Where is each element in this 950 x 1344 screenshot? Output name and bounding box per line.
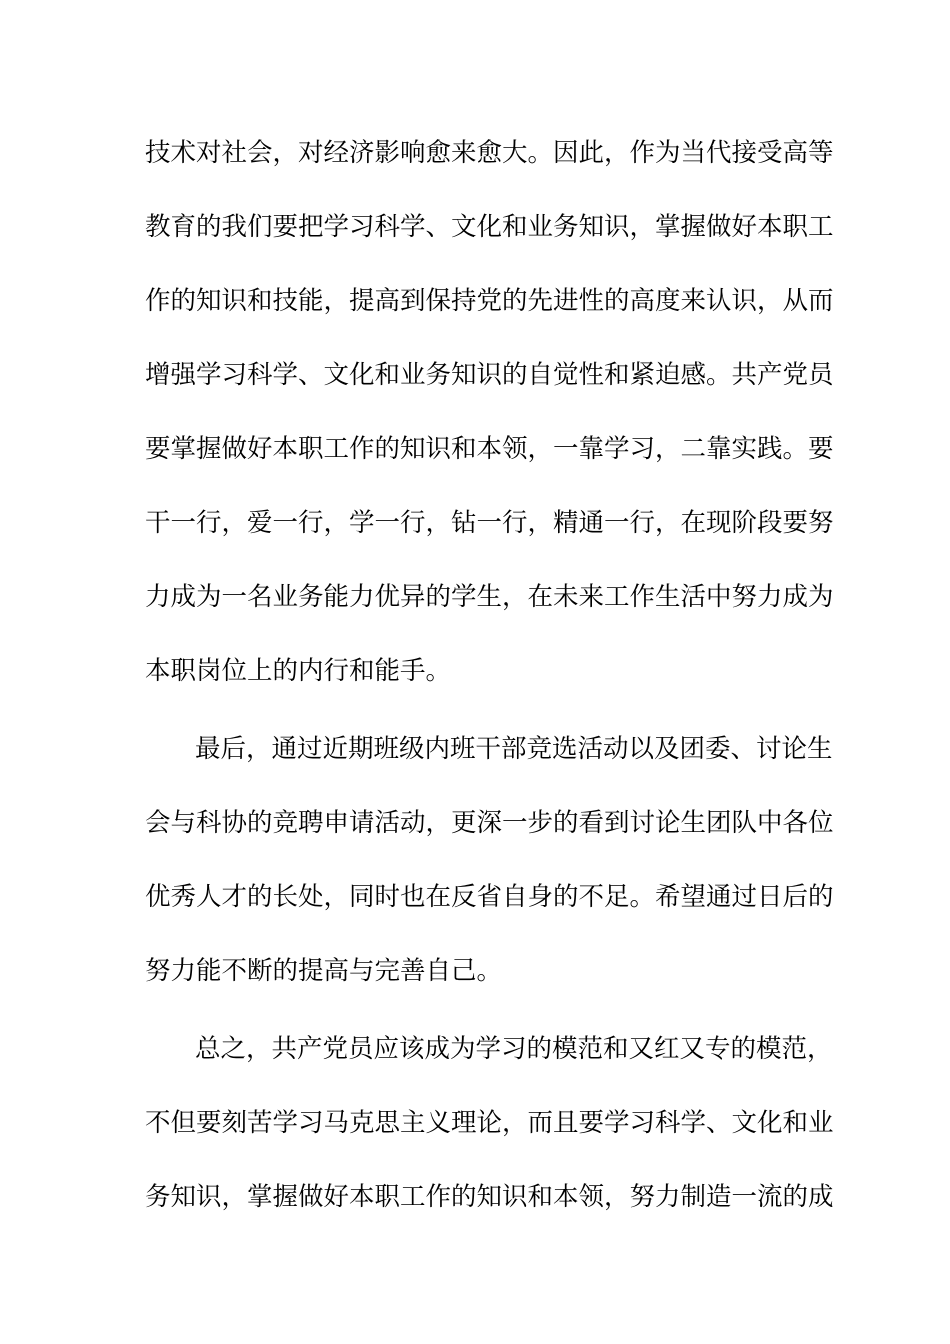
paragraph-line: 总之，共产党员应该成为学习的模范和又红又专的模范， (195, 1034, 833, 1064)
paragraph-line: 干一行，爱一行，学一行，钻一行，精通一行，在现阶段要努 (145, 508, 834, 538)
paragraph-line: 增强学习科学、文化和业务知识的自觉性和紧迫感。共产党员 (145, 360, 834, 390)
paragraph-line: 务知识，掌握做好本职工作的知识和本领，努力制造一流的成 (145, 1182, 834, 1212)
paragraph-line: 不但要刻苦学习马克思主义理论，而且要学习科学、文化和业 (145, 1108, 834, 1138)
paragraph-line: 技术对社会，对经济影响愈来愈大。因此，作为当代接受高等 (145, 138, 834, 168)
paragraph-line: 力成为一名业务能力优异的学生，在未来工作生活中努力成为 (145, 582, 834, 612)
paragraph-line: 教育的我们要把学习科学、文化和业务知识，掌握做好本职工 (145, 212, 834, 242)
paragraph-line: 本职岗位上的内行和能手。 (145, 656, 452, 686)
paragraph-line: 优秀人才的长处，同时也在反省自身的不足。希望通过日后的 (145, 882, 834, 912)
paragraph-line: 最后，通过近期班级内班干部竞选活动以及团委、讨论生 (195, 734, 833, 764)
paragraph-line: 要掌握做好本职工作的知识和本领，一靠学习，二靠实践。要 (145, 434, 834, 464)
paragraph-line: 努力能不断的提高与完善自己。 (145, 956, 503, 986)
paragraph-line: 作的知识和技能，提高到保持党的先进性的高度来认识，从而 (145, 286, 834, 316)
paragraph-line: 会与科协的竞聘申请活动，更深一步的看到讨论生团队中各位 (145, 808, 834, 838)
